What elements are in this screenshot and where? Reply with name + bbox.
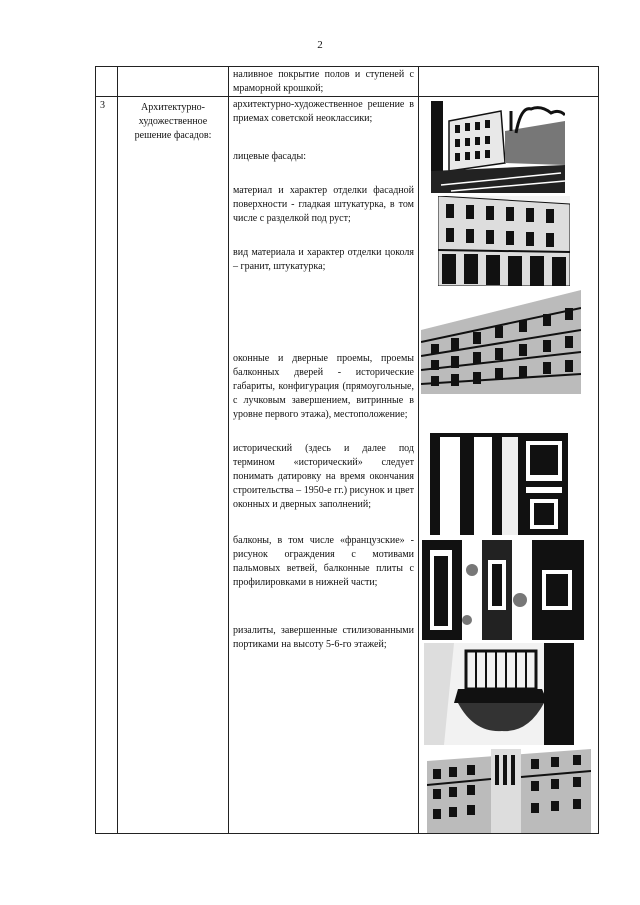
historic-windows-photo bbox=[422, 540, 584, 640]
list-item: материал и характер отделки фасадной поверхности - гладкая штукатурка, в том числе с разделкой под руст; bbox=[233, 185, 414, 224]
floor-covering-text: наливное покрытие полов и ступеней с мраморной крошкой; bbox=[233, 69, 414, 94]
cell-name-empty bbox=[118, 67, 229, 97]
list-item: лицевые фасады: bbox=[233, 151, 307, 162]
list-item: исторический (здесь и далее под термином «исторический» следует понимать датировку на время окончания строительства – 1950-е гг.) рисунок и цвет оконных и дверных заполнений; bbox=[233, 443, 414, 510]
table-row-continuation bbox=[96, 67, 599, 97]
cell-photos bbox=[419, 97, 599, 834]
cell-facade-items bbox=[229, 97, 419, 834]
cell-description bbox=[229, 67, 419, 97]
risalit-photo bbox=[427, 749, 591, 833]
page-number: 2 bbox=[317, 39, 323, 51]
table-row-facades bbox=[96, 97, 599, 834]
balcony-photo bbox=[424, 643, 574, 745]
list-item: ризалиты, завершенные стилизованными портиками на высоту 5-6-го этажей; bbox=[233, 625, 414, 650]
list-item: архитектурно-художественное решение в приемах советской неоклассики; bbox=[233, 99, 414, 124]
facade-plaster-photo bbox=[438, 196, 570, 286]
window-door-openings-photo bbox=[430, 423, 568, 535]
facade-table bbox=[95, 66, 599, 834]
facade-plinth-photo bbox=[421, 290, 581, 394]
list-item: оконные и дверные проемы, проемы балконных дверей - исторические габариты, конфигурация (прямоугольные, с лучковым завершением, витринные в уровне первого этажа), местоположение; bbox=[233, 353, 414, 420]
list-item: балконы, в том числе «французские» - рисунок ограждения с мотивами пальмовых ветвей, балконные плиты с профилировками в нижней части; bbox=[233, 535, 414, 588]
facade-street-photo bbox=[431, 101, 565, 193]
row-number: 3 bbox=[96, 97, 118, 834]
list-item: вид материала и характер отделки цоколя – гранит, штукатурка; bbox=[233, 247, 414, 272]
row-title: Архитектурно-художественное решение фасадов: bbox=[118, 97, 229, 834]
cell-number-empty bbox=[96, 67, 118, 97]
cell-image-empty bbox=[419, 67, 599, 97]
